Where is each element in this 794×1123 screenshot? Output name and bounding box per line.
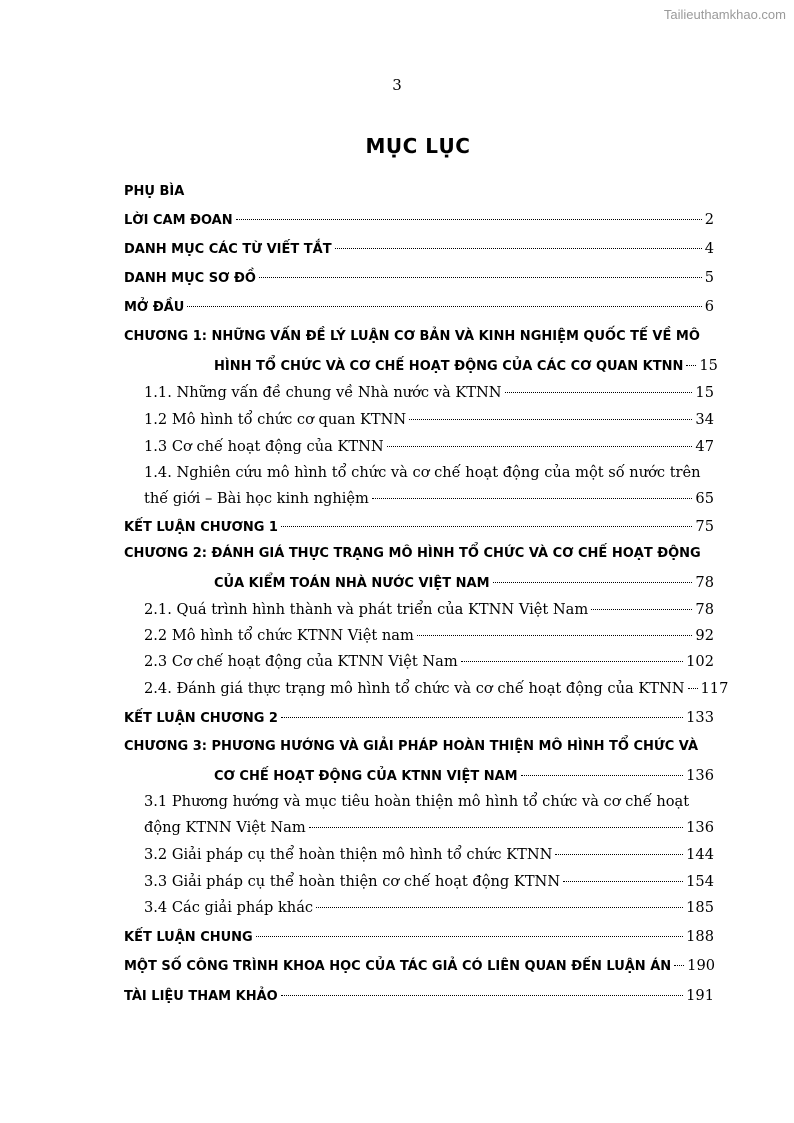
toc-entry-text: DANH MỤC SƠ ĐỒ <box>124 271 256 286</box>
toc-entry[interactable] <box>124 925 714 949</box>
toc-entry-text: 3.3 Giải pháp cụ thể hoàn thiện cơ chế hoạt động KTNN <box>144 873 561 890</box>
leader-dots <box>259 277 702 278</box>
toc-entry-page: 188 <box>686 928 714 945</box>
toc-entry[interactable] <box>124 984 714 1008</box>
leader-dots <box>409 419 692 420</box>
toc-entry-page: 144 <box>686 846 714 863</box>
toc-entry-text: MỞ ĐẦU <box>124 300 185 315</box>
toc-entry-text: 3.4 Các giải pháp khác <box>144 899 314 916</box>
toc-entry[interactable] <box>124 954 714 978</box>
toc-entry-page: 185 <box>686 899 714 916</box>
toc-entry[interactable] <box>144 487 714 511</box>
toc-entry[interactable] <box>144 408 714 432</box>
toc-entry[interactable] <box>214 764 714 788</box>
toc-entry-text: 3.2 Giải pháp cụ thể hoàn thiện mô hình tổ chức KTNN <box>144 846 553 863</box>
toc-entry-page: 5 <box>704 269 714 286</box>
toc-entry-text: thế giới – Bài học kinh nghiệm <box>144 490 369 507</box>
leader-dots <box>309 827 683 828</box>
toc-entry-text: KẾT LUẬN CHƯƠNG 2 <box>124 711 278 726</box>
toc-entry-page: 190 <box>687 957 716 974</box>
leader-dots <box>493 582 693 583</box>
toc-entry[interactable] <box>144 598 714 622</box>
toc-entry-text: CỦA KIỂM TOÁN NHÀ NƯỚC VIỆT NAM <box>214 576 490 591</box>
leader-dots <box>281 526 692 527</box>
toc-entry[interactable] <box>124 325 714 349</box>
leader-dots <box>521 775 684 776</box>
leader-dots <box>187 306 701 307</box>
leader-dots <box>316 907 683 908</box>
toc-entry[interactable] <box>124 266 714 290</box>
toc-entry[interactable] <box>124 735 714 759</box>
toc-entry-text: MỘT SỐ CÔNG TRÌNH KHOA HỌC CỦA TÁC GIẢ CÓ LIÊN QUAN ĐẾN LUẬN ÁN <box>124 959 672 974</box>
toc-entry[interactable] <box>124 295 714 319</box>
toc-entry-text: 1.1. Những vấn đề chung về Nhà nước và KTNN <box>144 384 502 401</box>
toc-entry-text: động KTNN Việt Nam <box>144 819 306 836</box>
toc-entry-text: 2.2 Mô hình tổ chức KTNN Việt nam <box>144 627 414 644</box>
toc-entry-text: HÌNH TỔ CHỨC VÀ CƠ CHẾ HOẠT ĐỘNG CỦA CÁC CƠ QUAN KTNN <box>214 359 684 374</box>
leader-dots <box>387 446 693 447</box>
page-number: 3 <box>392 76 402 94</box>
toc-entry-page: 4 <box>704 240 714 257</box>
toc-entry[interactable] <box>144 870 714 894</box>
toc-entry[interactable] <box>144 624 714 648</box>
toc-entry[interactable] <box>124 237 714 261</box>
toc-entry-page: 47 <box>695 438 714 455</box>
toc-entry-text: CHƯƠNG 2: ĐÁNH GIÁ THỰC TRẠNG MÔ HÌNH TỔ CHỨC VÀ CƠ CHẾ HOẠT ĐỘNG <box>124 546 701 561</box>
toc-entry[interactable] <box>144 843 714 867</box>
leader-dots <box>686 365 696 366</box>
leader-dots <box>688 688 698 689</box>
toc-entry-page: 75 <box>695 518 714 535</box>
leader-dots <box>563 881 683 882</box>
toc-entry-text: TÀI LIỆU THAM KHẢO <box>124 989 278 1004</box>
toc-entry[interactable] <box>124 180 714 204</box>
toc-entry-page: 191 <box>686 987 714 1004</box>
toc-entry-text: 2.3 Cơ chế hoạt động của KTNN Việt Nam <box>144 653 458 670</box>
toc-entry[interactable] <box>144 381 714 405</box>
leader-dots <box>335 248 702 249</box>
toc-entry[interactable] <box>124 706 714 730</box>
leader-dots <box>281 995 683 996</box>
leader-dots <box>461 661 683 662</box>
toc-entry-page: 136 <box>686 819 714 836</box>
toc-entry-page: 65 <box>695 490 714 507</box>
toc-entry-page: 2 <box>704 211 714 228</box>
toc-entry-page: 92 <box>695 627 714 644</box>
leader-dots <box>236 219 702 220</box>
toc-entry[interactable] <box>144 461 714 485</box>
toc-entry-page: 154 <box>686 873 714 890</box>
toc-entry-text: KẾT LUẬN CHƯƠNG 1 <box>124 520 278 535</box>
leader-dots <box>674 965 684 966</box>
toc-entry[interactable] <box>144 435 714 459</box>
toc-entry[interactable] <box>124 208 714 232</box>
leader-dots <box>256 936 683 937</box>
toc-entry-page: 78 <box>695 574 714 591</box>
leader-dots <box>372 498 693 499</box>
toc-entry-text: KẾT LUẬN CHUNG <box>124 930 253 945</box>
toc-entry-text: 1.3 Cơ chế hoạt động của KTNN <box>144 438 384 455</box>
toc-entry-page: 34 <box>695 411 714 428</box>
toc-entry-text: 1.4. Nghiên cứu mô hình tổ chức và cơ chế hoạt động của một số nước trên <box>144 464 701 481</box>
toc-entry[interactable] <box>214 571 714 595</box>
toc-entry-page: 15 <box>695 384 714 401</box>
toc-entry-page: 6 <box>704 298 714 315</box>
toc-entry-text: 3.1 Phương hướng và mục tiêu hoàn thiện mô hình tổ chức và cơ chế hoạt <box>144 793 690 810</box>
toc-entry-page: 136 <box>686 767 714 784</box>
toc-entry-page: 78 <box>695 601 714 618</box>
toc-entry-text: LỜI CAM ĐOAN <box>124 213 233 228</box>
toc-entry-text: CHƯƠNG 3: PHƯƠNG HƯỚNG VÀ GIẢI PHÁP HOÀN THIỆN MÔ HÌNH TỔ CHỨC VÀ <box>124 739 699 754</box>
page-title: MỤC LỤC <box>365 134 471 158</box>
leader-dots <box>281 717 683 718</box>
toc-entry-text: CƠ CHẾ HOẠT ĐỘNG CỦA KTNN VIỆT NAM <box>214 769 518 784</box>
toc-entry[interactable] <box>144 816 714 840</box>
watermark: Tailieuthamkhao.com <box>663 7 786 22</box>
leader-dots <box>505 392 693 393</box>
toc-entry[interactable] <box>144 790 714 814</box>
toc-entry[interactable] <box>144 650 714 674</box>
toc-entry[interactable] <box>144 896 714 920</box>
toc-entry-page: 15 <box>699 357 718 374</box>
toc-entry[interactable] <box>124 542 714 566</box>
toc-entry-page: 117 <box>700 680 729 697</box>
toc-entry-page: 133 <box>686 709 714 726</box>
toc-entry[interactable] <box>214 354 718 378</box>
toc-entry[interactable] <box>124 515 714 539</box>
toc-entry-text: DANH MỤC CÁC TỪ VIẾT TẮT <box>124 242 332 257</box>
toc-entry-text: 2.4. Đánh giá thực trạng mô hình tổ chức và cơ chế hoạt động của KTNN <box>144 680 685 697</box>
leader-dots <box>555 854 683 855</box>
toc-entry-text: CHƯƠNG 1: NHỮNG VẤN ĐỀ LÝ LUẬN CƠ BẢN VÀ KINH NGHIỆM QUỐC TẾ VỀ MÔ <box>124 329 700 344</box>
toc-entry-text: 2.1. Quá trình hình thành và phát triển của KTNN Việt Nam <box>144 601 589 618</box>
toc-entry[interactable] <box>144 677 729 701</box>
toc-entry-text: 1.2 Mô hình tổ chức cơ quan KTNN <box>144 411 407 428</box>
toc-entry-text: PHỤ BÌA <box>124 184 185 199</box>
leader-dots <box>417 635 693 636</box>
leader-dots <box>591 609 692 610</box>
toc-entry-page: 102 <box>686 653 714 670</box>
